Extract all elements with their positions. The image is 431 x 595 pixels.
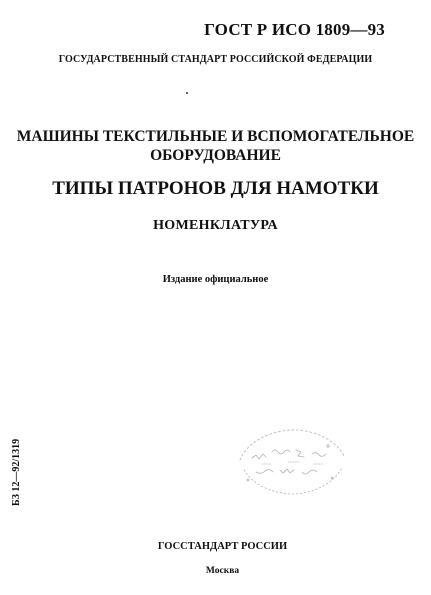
library-stamp-icon	[232, 422, 350, 502]
document-nomenclature: НОМЕНКЛАТУРА	[153, 218, 278, 233]
standard-organization: ГОСУДАРСТВЕННЫЙ СТАНДАРТ РОССИЙСКОЙ ФЕДЕРАЦИИ	[58, 54, 373, 65]
publisher-name: ГОССТАНДАРТ РОССИИ	[157, 541, 288, 552]
document-subtitle: ТИПЫ ПАТРОНОВ ДЛЯ НАМОТКИ	[52, 178, 379, 199]
edition-label: Издание официальное	[162, 274, 269, 285]
document-title-line-1: МАШИНЫ ТЕКСТИЛЬНЫЕ И ВСПОМОГАТЕЛЬНОЕ	[16, 128, 415, 145]
publication-city: Москва	[205, 566, 240, 576]
standard-code: ГОСТ Р ИСО 1809—93	[204, 20, 385, 39]
side-registration-code: БЗ 12—92/1319	[11, 438, 22, 506]
print-speck	[186, 92, 188, 94]
document-title-line-2: ОБОРУДОВАНИЕ	[150, 147, 281, 164]
document-title	[0, 127, 431, 165]
